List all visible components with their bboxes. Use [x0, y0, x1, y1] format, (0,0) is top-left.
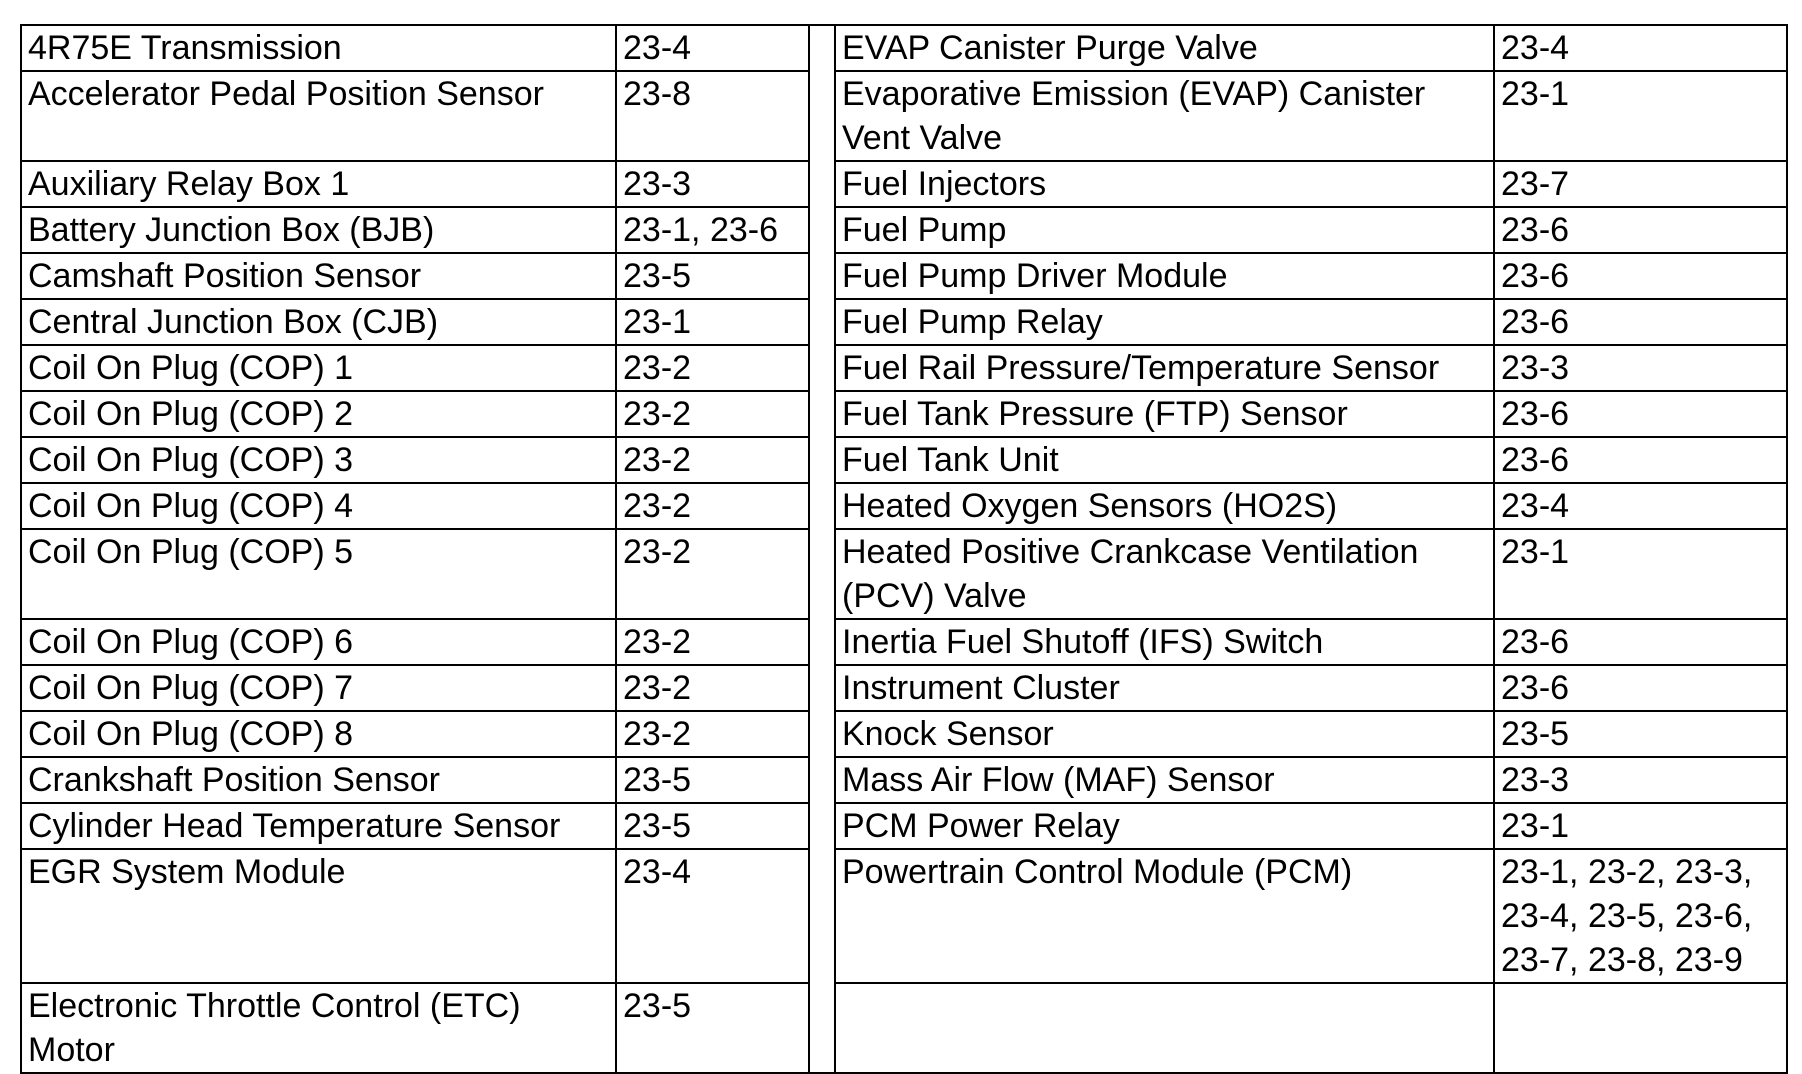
location-cell: 23-2 — [616, 437, 809, 483]
table-row — [835, 757, 1787, 803]
location-cell: 23-5 — [616, 803, 809, 849]
location-cell — [1494, 983, 1787, 1073]
table-row — [21, 529, 809, 619]
location-cell: 23-2 — [616, 345, 809, 391]
location-cell: 23-1, 23-2, 23-3, 23-4, 23-5, 23-6, 23-7, 23-8, 23-9 — [1494, 849, 1787, 983]
location-cell: 23-6 — [1494, 391, 1787, 437]
table-row — [21, 849, 809, 983]
table-row — [21, 345, 809, 391]
location-cell: 23-2 — [616, 711, 809, 757]
location-cell: 23-2 — [616, 529, 809, 619]
component-name-cell: Coil On Plug (COP) 6 — [21, 619, 616, 665]
component-name-cell: Fuel Pump Driver Module — [835, 253, 1494, 299]
location-cell: 23-2 — [616, 391, 809, 437]
location-cell: 23-2 — [616, 619, 809, 665]
location-cell: 23-5 — [616, 983, 809, 1073]
component-name-cell: Fuel Tank Pressure (FTP) Sensor — [835, 391, 1494, 437]
table-row — [835, 437, 1787, 483]
location-cell: 23-1 — [1494, 803, 1787, 849]
location-cell: 23-8 — [616, 71, 809, 161]
location-cell: 23-5 — [616, 253, 809, 299]
table-row — [21, 757, 809, 803]
component-name-cell — [835, 983, 1494, 1073]
location-cell: 23-6 — [1494, 437, 1787, 483]
component-name-cell: Battery Junction Box (BJB) — [21, 207, 616, 253]
location-cell: 23-4 — [616, 25, 809, 71]
component-name-cell: Accelerator Pedal Position Sensor — [21, 71, 616, 161]
component-name-cell: Powertrain Control Module (PCM) — [835, 849, 1494, 983]
table-row — [835, 619, 1787, 665]
component-name-cell: Knock Sensor — [835, 711, 1494, 757]
component-name-cell: 4R75E Transmission — [21, 25, 616, 71]
table-row — [835, 483, 1787, 529]
component-name-cell: PCM Power Relay — [835, 803, 1494, 849]
location-cell: 23-6 — [1494, 619, 1787, 665]
table-row — [21, 391, 809, 437]
component-name-cell: Mass Air Flow (MAF) Sensor — [835, 757, 1494, 803]
table-row — [835, 71, 1787, 161]
location-cell: 23-1, 23-6 — [616, 207, 809, 253]
location-cell: 23-6 — [1494, 665, 1787, 711]
location-cell: 23-6 — [1494, 253, 1787, 299]
location-cell: 23-6 — [1494, 299, 1787, 345]
table-row — [835, 983, 1787, 1073]
table-row — [835, 529, 1787, 619]
left-index-body — [21, 25, 809, 1073]
component-name-cell: Crankshaft Position Sensor — [21, 757, 616, 803]
location-cell: 23-4 — [1494, 483, 1787, 529]
table-row — [21, 161, 809, 207]
table-row — [21, 803, 809, 849]
table-row — [21, 711, 809, 757]
location-cell: 23-3 — [616, 161, 809, 207]
component-name-cell: Coil On Plug (COP) 8 — [21, 711, 616, 757]
component-name-cell: Heated Oxygen Sensors (HO2S) — [835, 483, 1494, 529]
location-cell: 23-3 — [1494, 345, 1787, 391]
table-row — [21, 983, 809, 1073]
component-name-cell: Coil On Plug (COP) 2 — [21, 391, 616, 437]
component-name-cell: Fuel Injectors — [835, 161, 1494, 207]
component-name-cell: Inertia Fuel Shutoff (IFS) Switch — [835, 619, 1494, 665]
location-cell: 23-1 — [1494, 71, 1787, 161]
table-row — [835, 299, 1787, 345]
component-name-cell: Coil On Plug (COP) 5 — [21, 529, 616, 619]
table-row — [21, 71, 809, 161]
location-cell: 23-6 — [1494, 207, 1787, 253]
component-name-cell: Coil On Plug (COP) 4 — [21, 483, 616, 529]
location-cell: 23-5 — [1494, 711, 1787, 757]
table-row — [835, 849, 1787, 983]
table-row — [835, 803, 1787, 849]
component-name-cell: Fuel Tank Unit — [835, 437, 1494, 483]
component-name-cell: Coil On Plug (COP) 1 — [21, 345, 616, 391]
table-row — [21, 299, 809, 345]
component-name-cell: Coil On Plug (COP) 3 — [21, 437, 616, 483]
component-location-index — [20, 24, 1788, 1074]
table-row — [21, 253, 809, 299]
component-name-cell: Cylinder Head Temperature Sensor — [21, 803, 616, 849]
column-gap — [810, 24, 834, 1074]
component-name-cell: Coil On Plug (COP) 7 — [21, 665, 616, 711]
location-cell: 23-3 — [1494, 757, 1787, 803]
component-name-cell: Camshaft Position Sensor — [21, 253, 616, 299]
component-name-cell: Fuel Rail Pressure/Temperature Sensor — [835, 345, 1494, 391]
table-row — [21, 619, 809, 665]
component-name-cell: Electronic Throttle Control (ETC) Motor — [21, 983, 616, 1073]
location-cell: 23-1 — [1494, 529, 1787, 619]
left-index-table — [20, 24, 810, 1074]
component-name-cell: EVAP Canister Purge Valve — [835, 25, 1494, 71]
table-row — [835, 25, 1787, 71]
component-name-cell: Evaporative Emission (EVAP) Canister Vent Valve — [835, 71, 1494, 161]
component-name-cell: Heated Positive Crankcase Ventilation (PCV) Valve — [835, 529, 1494, 619]
component-name-cell: Fuel Pump — [835, 207, 1494, 253]
right-index-body — [835, 25, 1787, 1073]
location-cell: 23-7 — [1494, 161, 1787, 207]
table-row — [835, 253, 1787, 299]
location-cell: 23-2 — [616, 665, 809, 711]
table-row — [835, 207, 1787, 253]
component-name-cell: Central Junction Box (CJB) — [21, 299, 616, 345]
table-row — [21, 665, 809, 711]
component-name-cell: Fuel Pump Relay — [835, 299, 1494, 345]
table-row — [835, 711, 1787, 757]
table-row — [835, 345, 1787, 391]
component-name-cell: Instrument Cluster — [835, 665, 1494, 711]
right-index-table — [834, 24, 1788, 1074]
table-row — [21, 437, 809, 483]
location-cell: 23-4 — [616, 849, 809, 983]
table-row — [835, 391, 1787, 437]
table-row — [21, 483, 809, 529]
location-cell: 23-2 — [616, 483, 809, 529]
table-row — [835, 665, 1787, 711]
table-row — [21, 207, 809, 253]
location-cell: 23-4 — [1494, 25, 1787, 71]
component-name-cell: EGR System Module — [21, 849, 616, 983]
location-cell: 23-1 — [616, 299, 809, 345]
table-row — [21, 25, 809, 71]
location-cell: 23-5 — [616, 757, 809, 803]
component-name-cell: Auxiliary Relay Box 1 — [21, 161, 616, 207]
table-row — [835, 161, 1787, 207]
